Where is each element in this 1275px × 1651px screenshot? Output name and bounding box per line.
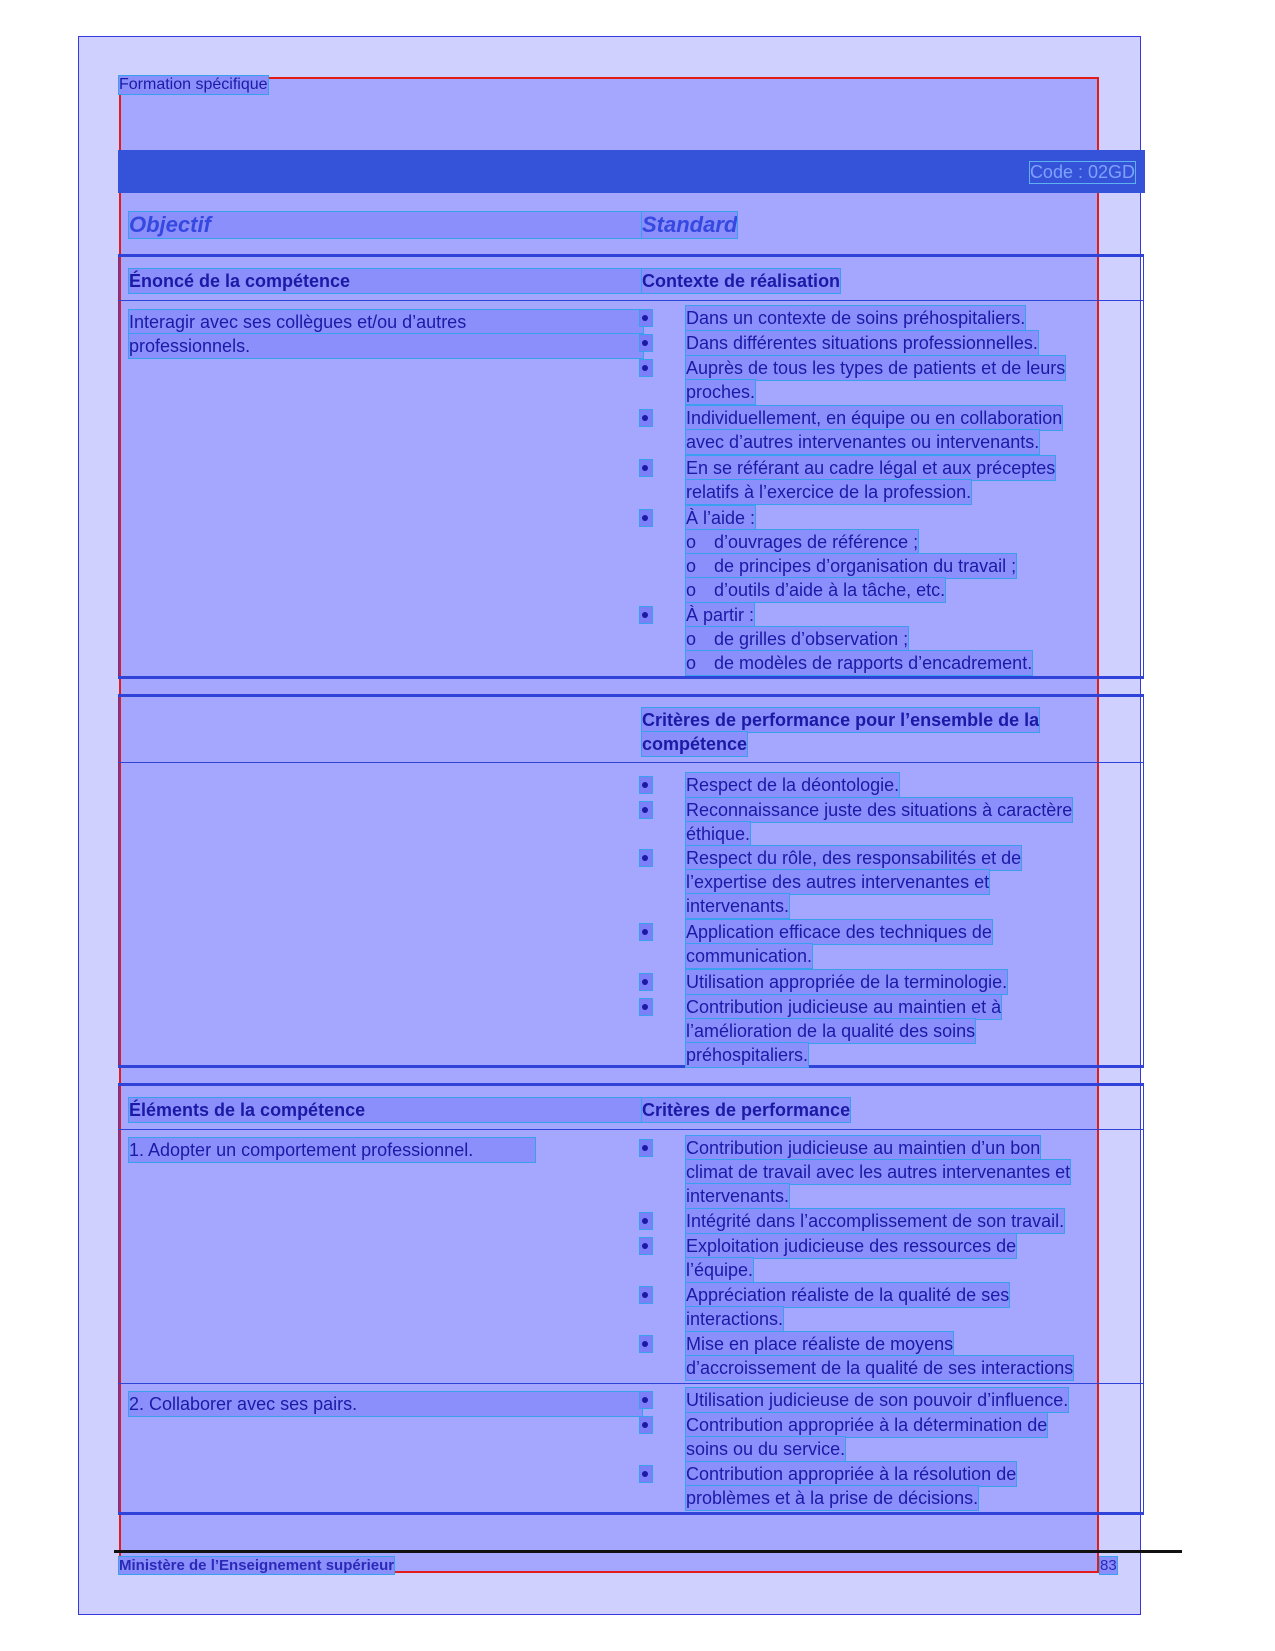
program-label: Formation spécifique <box>119 76 268 93</box>
sub-item <box>686 578 945 602</box>
bullet-text-line: En se référant au cadre légal et aux préceptes <box>686 458 1056 478</box>
bullet-icon <box>640 1213 652 1229</box>
section-divider <box>118 762 1144 763</box>
bullet-icon <box>640 1392 652 1408</box>
bullet-text-line: proches. <box>686 382 756 402</box>
competency-statement-line-2: professionnels. <box>129 334 643 358</box>
bullet-text-line: Dans un contexte de soins préhospitaliers. <box>686 308 1026 328</box>
sub-item-text: d’outils d’aide à la tâche, etc. <box>714 580 946 600</box>
sub-marker: o <box>686 653 697 673</box>
bullet-text-line: Exploitation judicieuse des ressources de <box>686 1236 1017 1256</box>
sub-marker: o <box>686 580 697 600</box>
sub-item <box>686 530 918 554</box>
column-heading-objective: Objectif <box>129 212 643 238</box>
statement-heading: Énoncé de la compétence <box>129 269 643 293</box>
element-1: 1. Adopter un comportement professionnel. <box>129 1138 535 1162</box>
footer-ministry: Ministère de l’Enseignement supérieur <box>119 1557 395 1574</box>
bullet-icon <box>640 1466 652 1482</box>
bullet-text-line: Respect de la déontologie. <box>686 775 900 795</box>
bullet-text-line: climat de travail avec les autres intervenantes et <box>686 1162 1071 1182</box>
sub-item <box>686 627 908 651</box>
bullet-text-line: Appréciation réaliste de la qualité de ses <box>686 1285 1010 1305</box>
bullet-icon <box>640 1287 652 1303</box>
bullet-text-line: relatifs à l’exercice de la profession. <box>686 482 972 502</box>
bullet-text-line: Contribution appropriée à la détermination de <box>686 1415 1048 1435</box>
bullet-text-line: communication. <box>686 946 813 966</box>
page-number: 83 <box>1100 1557 1117 1574</box>
bullet-text-line: l’équipe. <box>686 1260 754 1280</box>
bullet-text-line: Auprès de tous les types de patients et de leurs <box>686 358 1066 378</box>
bullet-icon <box>640 310 652 326</box>
bullet-text-line: l’amélioration de la qualité des soins <box>686 1021 976 1041</box>
bullet-text-line: avec d’autres intervenantes ou intervenants. <box>686 432 1040 452</box>
bullet-text-line: Utilisation appropriée de la terminologie. <box>686 972 1008 992</box>
bullet-icon <box>640 802 652 818</box>
bullet-icon <box>640 974 652 990</box>
bullet-text-line: Contribution appropriée à la résolution de <box>686 1464 1017 1484</box>
context-heading: Contexte de réalisation <box>642 271 841 291</box>
bullet-icon <box>640 924 652 940</box>
bullet-icon <box>640 510 652 526</box>
sub-item <box>686 554 1016 578</box>
bullet-text-line: intervenants. <box>686 896 790 916</box>
bullet-icon <box>640 1336 652 1352</box>
sub-item <box>686 651 1032 675</box>
bullet-text-line: Respect du rôle, des responsabilités et de <box>686 848 1022 868</box>
sub-marker: o <box>686 556 697 576</box>
bullet-text-line: Contribution judicieuse au maintien d’un bon <box>686 1138 1041 1158</box>
bullet-text-line: Individuellement, en équipe ou en collaboration <box>686 408 1063 428</box>
bullet-text-line: Utilisation judicieuse de son pouvoir d’influence. <box>686 1390 1069 1410</box>
bullet-icon <box>640 335 652 351</box>
element-2: 2. Collaborer avec ses pairs. <box>129 1392 642 1416</box>
sub-item-text: d’ouvrages de référence ; <box>714 532 919 552</box>
bullet-icon <box>640 607 652 623</box>
competency-statement-line-1: Interagir avec ses collègues et/ou d’autres <box>129 310 643 334</box>
bullet-icon <box>640 460 652 476</box>
bullet-icon <box>640 410 652 426</box>
bullet-text-line: Intégrité dans l’accomplissement de son travail. <box>686 1211 1065 1231</box>
bullet-text-line: d’accroissement de la qualité de ses interactions <box>686 1358 1074 1378</box>
bullet-text-line: l’expertise des autres intervenantes et <box>686 872 990 892</box>
bullet-icon <box>640 1417 652 1433</box>
bullet-icon <box>640 1140 652 1156</box>
bullet-text-line: interactions. <box>686 1309 784 1329</box>
footer-rule <box>114 1550 1182 1553</box>
bullet-icon <box>640 1238 652 1254</box>
bullet-text-line: problèmes et à la prise de décisions. <box>686 1488 979 1508</box>
bullet-text-line: Dans différentes situations professionnelles. <box>686 333 1038 353</box>
bullet-text-line: Application efficace des techniques de <box>686 922 992 942</box>
bullet-text-line: Reconnaissance juste des situations à caractère <box>686 800 1073 820</box>
bullet-icon <box>640 850 652 866</box>
competency-code: Code : 02GD <box>1029 162 1135 182</box>
bullet-text-line: Contribution judicieuse au maintien et à <box>686 997 1002 1017</box>
performance-criteria-heading: Critères de performance <box>642 1100 851 1120</box>
bullet-text-line: intervenants. <box>686 1186 790 1206</box>
bullet-text-line: Mise en place réaliste de moyens <box>686 1334 954 1354</box>
code-bar <box>118 150 1145 193</box>
sub-marker: o <box>686 629 697 649</box>
element-row-divider <box>118 1383 1144 1384</box>
bullet-text-line: À l’aide : <box>686 508 756 528</box>
sub-marker: o <box>686 532 697 552</box>
bullet-icon <box>640 360 652 376</box>
column-heading-standard: Standard <box>642 212 738 237</box>
bullet-icon <box>640 777 652 793</box>
bullet-text-line: soins ou du service. <box>686 1439 846 1459</box>
bullet-icon <box>640 999 652 1015</box>
elements-heading: Éléments de la compétence <box>129 1098 643 1122</box>
section-divider <box>118 300 1144 301</box>
overall-criteria-heading-line-2: compétence <box>642 734 748 754</box>
sub-item-text: de grilles d’observation ; <box>714 629 909 649</box>
overall-criteria-heading-line-1: Critères de performance pour l’ensemble de la <box>642 710 1040 730</box>
sub-item-text: de principes d’organisation du travail ; <box>714 556 1017 576</box>
sub-item-text: de modèles de rapports d’encadrement. <box>714 653 1033 673</box>
bullet-text-line: éthique. <box>686 824 751 844</box>
bullet-text-line: À partir : <box>686 605 755 625</box>
section-divider <box>118 1129 1144 1130</box>
bullet-text-line: préhospitaliers. <box>686 1045 809 1065</box>
